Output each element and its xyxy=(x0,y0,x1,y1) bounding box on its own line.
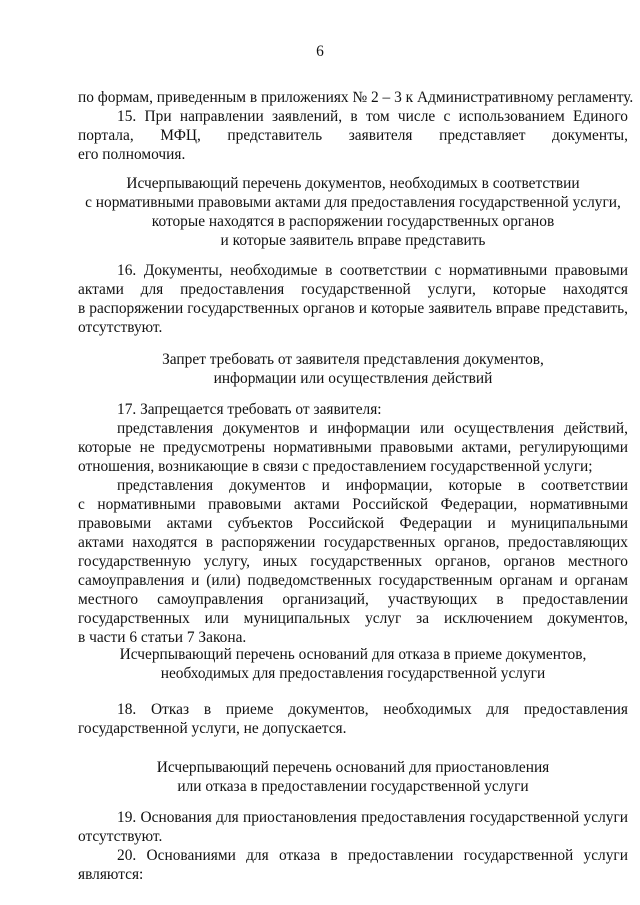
text-line: отсутствуют. xyxy=(78,828,163,845)
text-line: 17. Запрещается требовать от заявителя: xyxy=(117,401,382,418)
text-line: по формам, приведенным в приложениях № 2 – 3 к Административному регламенту. xyxy=(78,89,634,106)
text-line: 20. Основаниями для отказа в предоставлении государственной услуги xyxy=(117,847,628,864)
text-line: государственную услугу, иных государственных органов, органов местного xyxy=(78,553,628,570)
heading-line: или отказа в предоставлении государственной услуги xyxy=(177,778,529,795)
page-number: 6 xyxy=(316,43,324,60)
text-line: правовыми актами субъектов Российской Федерации и муниципальными xyxy=(78,515,628,532)
text-line: 16. Документы, необходимые в соответствии с нормативными правовыми xyxy=(117,262,628,279)
text-line: отношения, возникающие в связи с предоставлением государственной услуги; xyxy=(78,458,593,475)
text-line: актами находятся в распоряжении государственных органов, предоставляющих xyxy=(78,534,628,551)
heading-line: Исчерпывающий перечень оснований для приостановления xyxy=(156,759,550,776)
heading-line: необходимых для предоставления государственной услуги xyxy=(160,665,546,682)
text-line: которые не предусмотрены нормативными правовыми актами, регулирующими xyxy=(78,439,628,456)
text-line: его полномочия. xyxy=(78,146,186,163)
text-line: представления документов и информации, которые в соответствии xyxy=(117,477,628,494)
text-line: с нормативными правовыми актами Российской Федерации, нормативными xyxy=(78,496,628,513)
text-line: являются: xyxy=(78,866,144,883)
text-line: отсутствуют. xyxy=(78,319,163,336)
text-line: портала, МФЦ, представитель заявителя представляет документы, xyxy=(78,127,628,144)
text-line: представления документов и информации или осуществления действий, xyxy=(117,420,628,437)
heading-line: Исчерпывающий перечень оснований для отказа в приеме документов, xyxy=(119,646,587,663)
text-line: в части 6 статьи 7 Закона. xyxy=(78,629,247,646)
text-line: актами для предоставления государственной услуги, которые находятся xyxy=(78,281,628,298)
heading-line: которые находятся в распоряжении государственных органов xyxy=(151,213,555,230)
heading-line: и которые заявитель вправе представить xyxy=(220,232,486,249)
text-line: местного самоуправления организаций, участвующих в предоставлении xyxy=(78,591,628,608)
heading-line: информации или осуществления действий xyxy=(213,370,493,387)
text-line: 18. Отказ в приеме документов, необходимых для предоставления xyxy=(117,701,628,718)
text-line: в распоряжении государственных органов и которые заявитель вправе представить, xyxy=(78,300,628,317)
text-line: 15. При направлении заявлений, в том числе с использованием Единого xyxy=(117,108,628,125)
text-line: 19. Основания для приостановления предоставления государственной услуги xyxy=(117,809,628,826)
text-line: самоуправления и (или) подведомственных государственным органам и органам xyxy=(78,572,628,589)
text-line: государственных или муниципальных услуг за исключением документов, xyxy=(78,610,628,627)
text-line: государственной услуги, не допускается. xyxy=(78,720,347,737)
heading-line: Запрет требовать от заявителя представления документов, xyxy=(162,351,544,368)
heading-line: с нормативными правовыми актами для предоставления государственной услуги, xyxy=(85,194,621,211)
heading-line: Исчерпывающий перечень документов, необходимых в соответствии xyxy=(126,175,580,192)
